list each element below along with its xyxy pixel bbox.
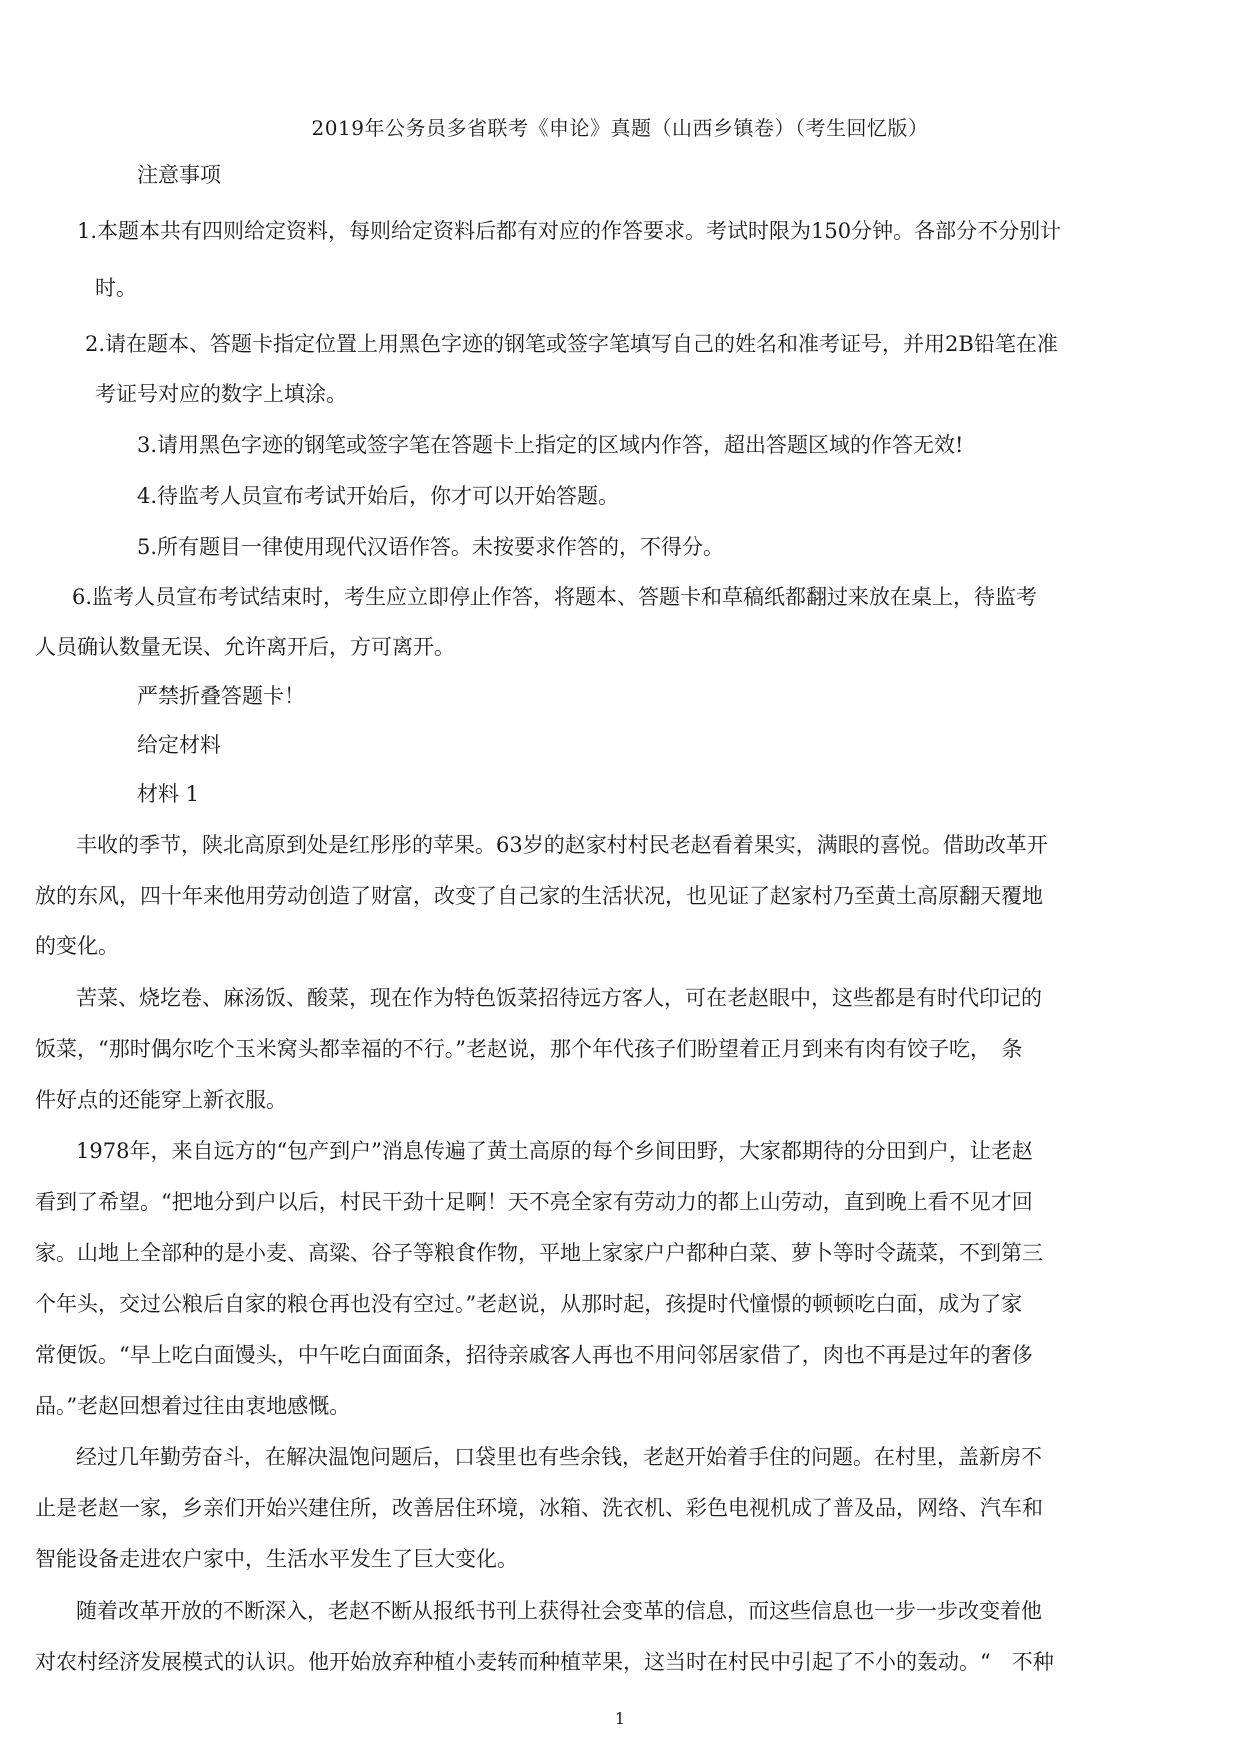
notice-item-5: 5.所有题目一律使用现代汉语作答。未按要求作答的，不得分。 xyxy=(137,535,725,559)
material-1-p2-line-3: 件好点的还能穿上新衣服。 xyxy=(35,1088,287,1112)
notice-item-3: 3.请用黑色字迹的钢笔或签字笔在答题卡上指定的区域内作答，超出答题区域的作答无效! xyxy=(137,433,964,457)
material-1-p5-line-1: 随着改革开放的不断深入，老赵不断从报纸书刊上获得社会变革的信息，而这些信息也一步一步改变着他 xyxy=(76,1599,1042,1623)
notice-item-6-line-1: 6.监考人员宣布考试结束时，考生应立即停止作答，将题本、答题卡和草稿纸都翻过来放在桌上，待监考 xyxy=(72,585,1038,609)
notice-item-1-line-2: 时。 xyxy=(95,276,137,300)
material-1-p2-line-1: 苦菜、烧圪卷、麻汤饭、酸菜，现在作为特色饭菜招待远方客人，可在老赵眼中，这些都是有时代印记的 xyxy=(76,986,1042,1010)
material-1-p3-line-2: 看到了希望。“把地分到户以后，村民干劲十足啊！天不亮全家有劳动力的都上山劳动，直到晚上看不见才回 xyxy=(35,1190,1033,1214)
material-1-p3-line-1: 1978年，来自远方的“包产到户”消息传遍了黄土高原的每个乡间田野，大家都期待的分田到户，让老赵 xyxy=(76,1139,1033,1163)
notice-heading: 注意事项 xyxy=(137,163,221,187)
material-1-p3-line-4: 个年头，交过公粮后自家的粮仓再也没有空过。”老赵说，从那时起，孩提时代憧憬的顿顿吃白面，成为了家 xyxy=(35,1292,1023,1316)
document-title: 2019年公务员多省联考《申论》真题（山西乡镇卷）（考生回忆版） xyxy=(311,116,929,140)
material-1-heading: 材料 1 xyxy=(137,782,200,806)
material-1-p1-line-3: 的变化。 xyxy=(35,934,119,958)
notice-item-2-line-1: 2.请在题本、答题卡指定位置上用黑色字迹的钢笔或签字笔填写自己的姓名和准考证号，并用2B铅笔在准 xyxy=(85,332,1058,356)
notice-item-4: 4.待监考人员宣布考试开始后，你才可以开始答题。 xyxy=(137,484,620,508)
material-1-p1-line-2: 放的东风，四十年来他用劳动创造了财富，改变了自己家的生活状况，也见证了赵家村乃至黄土高原翻天覆地 xyxy=(35,884,1043,908)
folding-warning: 严禁折叠答题卡！ xyxy=(137,684,305,708)
material-1-p3-line-6: 品。”老赵回想着过往由衷地感慨。 xyxy=(35,1394,351,1418)
material-1-p3-line-3: 家。山地上全部种的是小麦、高粱、谷子等粮食作物，平地上家家户户都种白菜、萝卜等时令蔬菜，不到第三 xyxy=(35,1241,1043,1265)
material-1-p4-line-2: 止是老赵一家，乡亲们开始兴建住所，改善居住环境，冰箱、洗衣机、彩色电视机成了普及品，网络、汽车和 xyxy=(35,1496,1043,1520)
material-1-p2-line-2: 饭菜，“那时偶尔吃个玉米窝头都幸福的不行。”老赵说，那个年代孩子们盼望着正月到来有肉有饺子吃， 条 xyxy=(35,1037,1023,1061)
material-1-p1-line-1: 丰收的季节，陕北高原到处是红彤彤的苹果。63岁的赵家村村民老赵看着果实，满眼的喜悦。借助改革开 xyxy=(76,833,1048,857)
material-1-p4-line-1: 经过几年勤劳奋斗，在解决温饱问题后，口袋里也有些余钱，老赵开始着手住的问题。在村里，盖新房不 xyxy=(76,1445,1042,1469)
notice-item-6-line-2: 人员确认数量无误、允许离开后，方可离开。 xyxy=(35,635,455,659)
materials-heading: 给定材料 xyxy=(137,733,221,757)
material-1-p3-line-5: 常便饭。“早上吃白面馒头，中午吃白面面条，招待亲戚客人再也不用问邻居家借了，肉也不再是过年的奢侈 xyxy=(35,1343,1033,1367)
material-1-p4-line-3: 智能设备走进农户家中，生活水平发生了巨大变化。 xyxy=(35,1547,518,1571)
page-number: 1 xyxy=(614,1709,626,1728)
material-1-p5-line-2: 对农村经济发展模式的认识。他开始放弃种植小麦转而种植苹果，这当时在村民中引起了不小的轰动。“ 不种 xyxy=(35,1650,1054,1674)
notice-item-2-line-2: 考证号对应的数字上填涂。 xyxy=(95,382,347,406)
notice-item-1-line-1: 1.本题本共有四则给定资料，每则给定资料后都有对应的作答要求。考试时限为150分钟。各部分不分别计 xyxy=(77,219,1062,243)
